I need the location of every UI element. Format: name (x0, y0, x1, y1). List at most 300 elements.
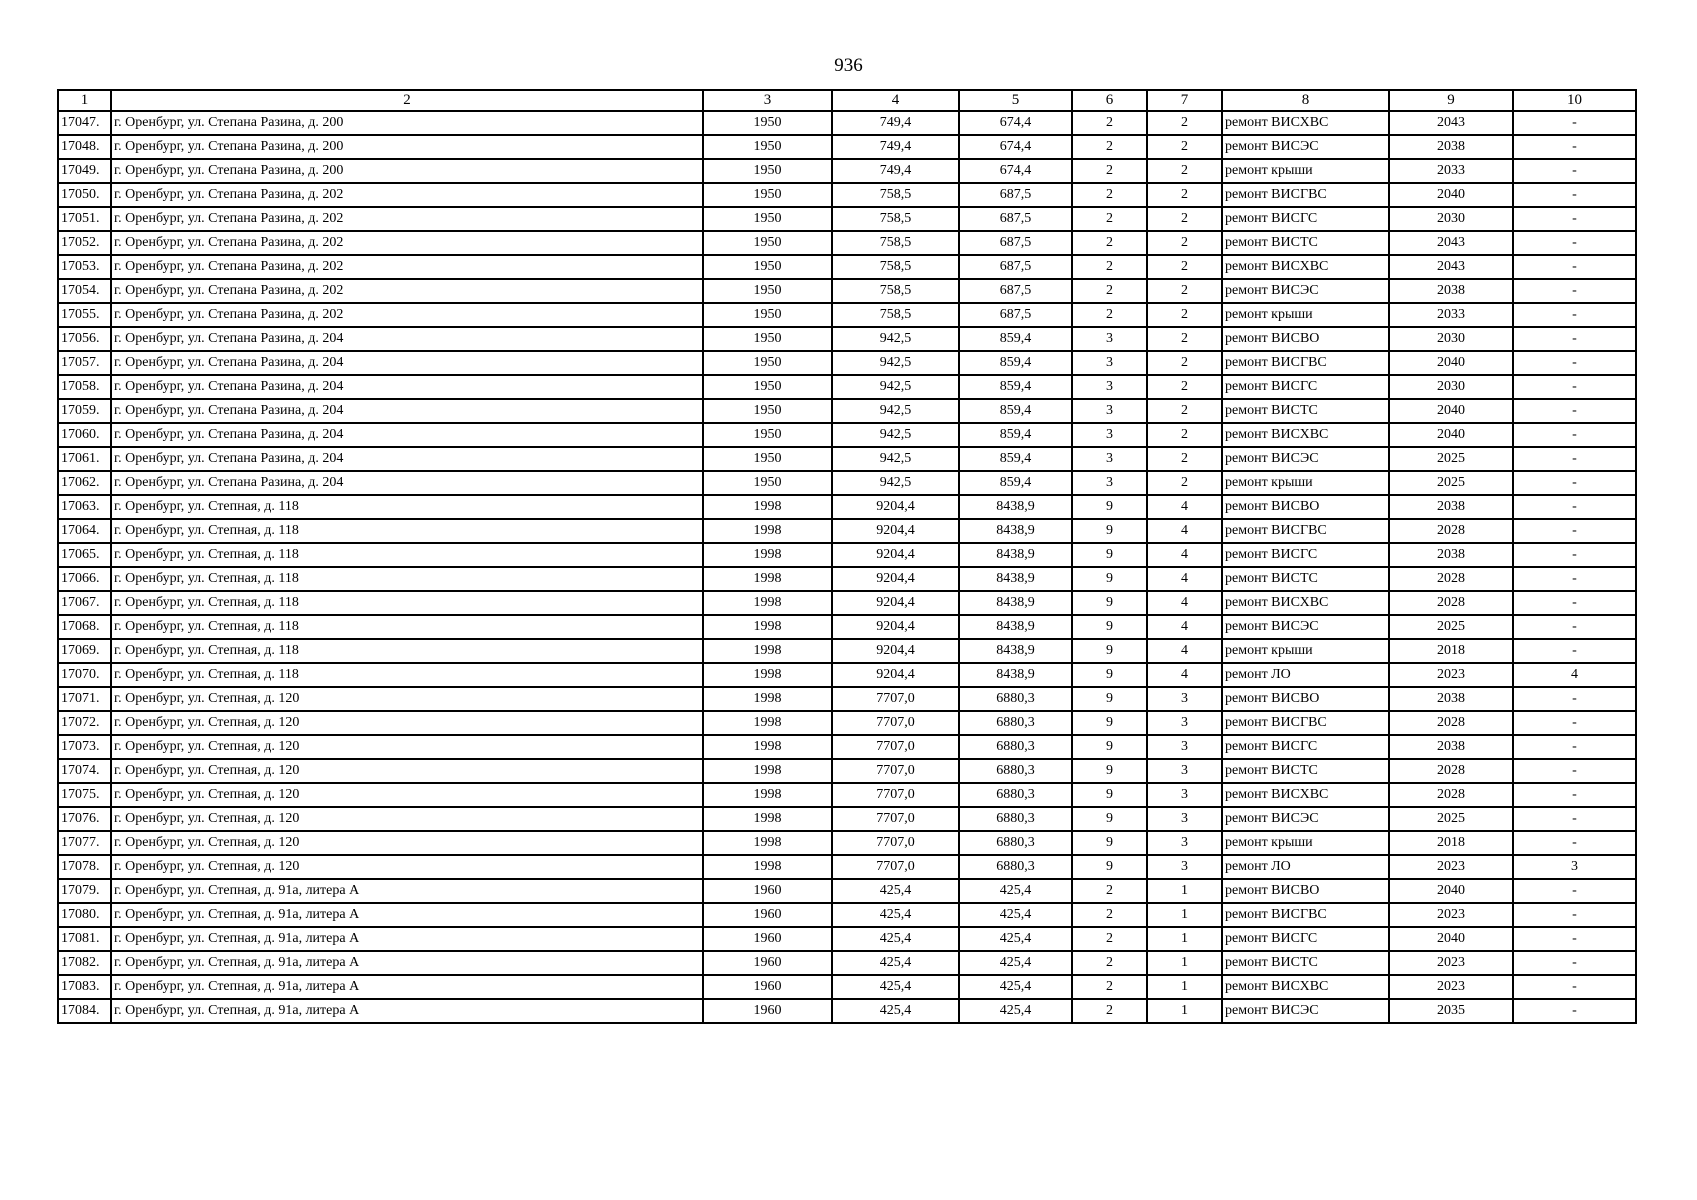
work-type-cell: ремонт ВИСВО (1222, 687, 1389, 711)
address-cell: г. Оренбург, ул. Степная, д. 91а, литера А (111, 879, 703, 903)
plan-year-cell: 2030 (1389, 207, 1513, 231)
lifts-cell: - (1513, 783, 1636, 807)
row-number-cell: 17080. (58, 903, 111, 927)
total-area-cell: 7707,0 (832, 687, 959, 711)
work-type-cell: ремонт ВИСХВС (1222, 255, 1389, 279)
row-number-cell: 17067. (58, 591, 111, 615)
entrances-cell: 2 (1147, 423, 1222, 447)
floors-cell: 3 (1072, 447, 1147, 471)
row-number-cell: 17076. (58, 807, 111, 831)
table-row (58, 159, 1636, 183)
plan-year-cell: 2043 (1389, 111, 1513, 135)
lifts-cell: - (1513, 951, 1636, 975)
living-area-cell: 687,5 (959, 279, 1072, 303)
plan-year-cell: 2028 (1389, 591, 1513, 615)
work-type-cell: ремонт ВИСГС (1222, 927, 1389, 951)
year-cell: 1998 (703, 495, 832, 519)
work-type-cell: ремонт ВИСХВС (1222, 111, 1389, 135)
total-area-cell: 425,4 (832, 903, 959, 927)
table-row (58, 231, 1636, 255)
plan-year-cell: 2033 (1389, 303, 1513, 327)
year-cell: 1950 (703, 471, 832, 495)
address-cell: г. Оренбург, ул. Степана Разина, д. 202 (111, 207, 703, 231)
row-number-cell: 17061. (58, 447, 111, 471)
table-row (58, 375, 1636, 399)
address-cell: г. Оренбург, ул. Степана Разина, д. 204 (111, 351, 703, 375)
plan-year-cell: 2023 (1389, 663, 1513, 687)
plan-year-cell: 2040 (1389, 927, 1513, 951)
living-area-cell: 6880,3 (959, 855, 1072, 879)
floors-cell: 9 (1072, 735, 1147, 759)
total-area-cell: 425,4 (832, 951, 959, 975)
entrances-cell: 2 (1147, 447, 1222, 471)
living-area-cell: 6880,3 (959, 831, 1072, 855)
floors-cell: 2 (1072, 111, 1147, 135)
col-year-header: 3 (703, 90, 832, 111)
floors-cell: 9 (1072, 759, 1147, 783)
address-cell: г. Оренбург, ул. Степана Разина, д. 202 (111, 303, 703, 327)
row-number-cell: 17074. (58, 759, 111, 783)
address-cell: г. Оренбург, ул. Степана Разина, д. 200 (111, 159, 703, 183)
lifts-cell: - (1513, 255, 1636, 279)
col-lifts-header: 10 (1513, 90, 1636, 111)
lifts-cell: 3 (1513, 855, 1636, 879)
address-cell: г. Оренбург, ул. Степная, д. 91а, литера А (111, 951, 703, 975)
floors-cell: 2 (1072, 159, 1147, 183)
floors-cell: 3 (1072, 351, 1147, 375)
lifts-cell: - (1513, 687, 1636, 711)
table-body (58, 111, 1636, 1023)
year-cell: 1998 (703, 543, 832, 567)
address-cell: г. Оренбург, ул. Степная, д. 120 (111, 687, 703, 711)
entrances-cell: 3 (1147, 711, 1222, 735)
address-cell: г. Оренбург, ул. Степная, д. 91а, литера А (111, 999, 703, 1023)
living-area-cell: 8438,9 (959, 639, 1072, 663)
address-cell: г. Оренбург, ул. Степная, д. 118 (111, 591, 703, 615)
total-area-cell: 758,5 (832, 183, 959, 207)
col-number-header: 1 (58, 90, 111, 111)
living-area-cell: 8438,9 (959, 495, 1072, 519)
lifts-cell: - (1513, 327, 1636, 351)
work-type-cell: ремонт ВИСЭС (1222, 999, 1389, 1023)
row-number-cell: 17052. (58, 231, 111, 255)
year-cell: 1960 (703, 975, 832, 999)
year-cell: 1960 (703, 999, 832, 1023)
total-area-cell: 9204,4 (832, 495, 959, 519)
floors-cell: 9 (1072, 639, 1147, 663)
year-cell: 1950 (703, 375, 832, 399)
floors-cell: 2 (1072, 183, 1147, 207)
total-area-cell: 758,5 (832, 255, 959, 279)
header-row (58, 90, 1636, 111)
row-number-cell: 17071. (58, 687, 111, 711)
work-type-cell: ремонт ВИСГС (1222, 543, 1389, 567)
year-cell: 1950 (703, 327, 832, 351)
year-cell: 1950 (703, 255, 832, 279)
table-row (58, 567, 1636, 591)
work-type-cell: ремонт ВИСЭС (1222, 135, 1389, 159)
year-cell: 1998 (703, 831, 832, 855)
work-type-cell: ремонт крыши (1222, 639, 1389, 663)
table-row (58, 111, 1636, 135)
table-row (58, 399, 1636, 423)
address-cell: г. Оренбург, ул. Степная, д. 120 (111, 855, 703, 879)
living-area-cell: 6880,3 (959, 687, 1072, 711)
total-area-cell: 942,5 (832, 399, 959, 423)
table-row (58, 879, 1636, 903)
row-number-cell: 17070. (58, 663, 111, 687)
lifts-cell: - (1513, 543, 1636, 567)
address-cell: г. Оренбург, ул. Степная, д. 120 (111, 831, 703, 855)
floors-cell: 9 (1072, 663, 1147, 687)
plan-year-cell: 2033 (1389, 159, 1513, 183)
table-row (58, 807, 1636, 831)
living-area-cell: 687,5 (959, 255, 1072, 279)
table-row (58, 591, 1636, 615)
living-area-cell: 859,4 (959, 423, 1072, 447)
living-area-cell: 687,5 (959, 207, 1072, 231)
total-area-cell: 942,5 (832, 375, 959, 399)
row-number-cell: 17083. (58, 975, 111, 999)
year-cell: 1998 (703, 783, 832, 807)
living-area-cell: 674,4 (959, 135, 1072, 159)
address-cell: г. Оренбург, ул. Степная, д. 91а, литера А (111, 927, 703, 951)
plan-year-cell: 2043 (1389, 231, 1513, 255)
entrances-cell: 4 (1147, 591, 1222, 615)
year-cell: 1998 (703, 567, 832, 591)
col-plan-year-header: 9 (1389, 90, 1513, 111)
table-row (58, 951, 1636, 975)
entrances-cell: 3 (1147, 855, 1222, 879)
plan-year-cell: 2028 (1389, 567, 1513, 591)
entrances-cell: 4 (1147, 567, 1222, 591)
lifts-cell: - (1513, 111, 1636, 135)
entrances-cell: 4 (1147, 615, 1222, 639)
floors-cell: 2 (1072, 999, 1147, 1023)
row-number-cell: 17065. (58, 543, 111, 567)
year-cell: 1950 (703, 159, 832, 183)
address-cell: г. Оренбург, ул. Степная, д. 118 (111, 639, 703, 663)
floors-cell: 2 (1072, 951, 1147, 975)
plan-year-cell: 2018 (1389, 639, 1513, 663)
table-header (58, 90, 1636, 111)
row-number-cell: 17051. (58, 207, 111, 231)
row-number-cell: 17081. (58, 927, 111, 951)
living-area-cell: 6880,3 (959, 735, 1072, 759)
living-area-cell: 859,4 (959, 399, 1072, 423)
lifts-cell: - (1513, 879, 1636, 903)
address-cell: г. Оренбург, ул. Степана Разина, д. 204 (111, 471, 703, 495)
lifts-cell: - (1513, 447, 1636, 471)
row-number-cell: 17075. (58, 783, 111, 807)
year-cell: 1998 (703, 687, 832, 711)
work-type-cell: ремонт ВИСГВС (1222, 519, 1389, 543)
row-number-cell: 17072. (58, 711, 111, 735)
living-area-cell: 674,4 (959, 159, 1072, 183)
year-cell: 1950 (703, 399, 832, 423)
total-area-cell: 425,4 (832, 975, 959, 999)
floors-cell: 2 (1072, 975, 1147, 999)
plan-year-cell: 2028 (1389, 759, 1513, 783)
floors-cell: 2 (1072, 903, 1147, 927)
table-row (58, 327, 1636, 351)
col-entrances-header: 7 (1147, 90, 1222, 111)
living-area-cell: 8438,9 (959, 663, 1072, 687)
total-area-cell: 749,4 (832, 135, 959, 159)
living-area-cell: 425,4 (959, 879, 1072, 903)
floors-cell: 9 (1072, 567, 1147, 591)
total-area-cell: 7707,0 (832, 807, 959, 831)
living-area-cell: 8438,9 (959, 519, 1072, 543)
living-area-cell: 6880,3 (959, 711, 1072, 735)
table-row (58, 495, 1636, 519)
work-type-cell: ремонт ВИСХВС (1222, 975, 1389, 999)
total-area-cell: 7707,0 (832, 855, 959, 879)
plan-year-cell: 2038 (1389, 279, 1513, 303)
year-cell: 1998 (703, 711, 832, 735)
floors-cell: 2 (1072, 879, 1147, 903)
plan-year-cell: 2030 (1389, 327, 1513, 351)
entrances-cell: 4 (1147, 495, 1222, 519)
living-area-cell: 6880,3 (959, 807, 1072, 831)
lifts-cell: - (1513, 735, 1636, 759)
year-cell: 1950 (703, 351, 832, 375)
row-number-cell: 17063. (58, 495, 111, 519)
entrances-cell: 2 (1147, 183, 1222, 207)
entrances-cell: 2 (1147, 399, 1222, 423)
plan-year-cell: 2040 (1389, 423, 1513, 447)
work-type-cell: ремонт крыши (1222, 831, 1389, 855)
plan-year-cell: 2025 (1389, 447, 1513, 471)
work-type-cell: ремонт ВИСГС (1222, 735, 1389, 759)
lifts-cell: - (1513, 183, 1636, 207)
entrances-cell: 1 (1147, 951, 1222, 975)
lifts-cell: - (1513, 231, 1636, 255)
col-address-header: 2 (111, 90, 703, 111)
address-cell: г. Оренбург, ул. Степная, д. 91а, литера А (111, 975, 703, 999)
row-number-cell: 17050. (58, 183, 111, 207)
entrances-cell: 2 (1147, 327, 1222, 351)
row-number-cell: 17047. (58, 111, 111, 135)
work-type-cell: ремонт ВИСТС (1222, 399, 1389, 423)
total-area-cell: 7707,0 (832, 711, 959, 735)
living-area-cell: 859,4 (959, 471, 1072, 495)
plan-year-cell: 2040 (1389, 399, 1513, 423)
table-row (58, 543, 1636, 567)
work-type-cell: ремонт ВИСГС (1222, 207, 1389, 231)
living-area-cell: 6880,3 (959, 783, 1072, 807)
address-cell: г. Оренбург, ул. Степана Разина, д. 204 (111, 375, 703, 399)
total-area-cell: 425,4 (832, 927, 959, 951)
lifts-cell: - (1513, 351, 1636, 375)
lifts-cell: - (1513, 303, 1636, 327)
entrances-cell: 3 (1147, 735, 1222, 759)
year-cell: 1998 (703, 807, 832, 831)
table-row (58, 927, 1636, 951)
total-area-cell: 942,5 (832, 471, 959, 495)
page-number: 936 (834, 55, 863, 76)
work-type-cell: ремонт ВИСВО (1222, 495, 1389, 519)
lifts-cell: - (1513, 375, 1636, 399)
col-floors-header: 6 (1072, 90, 1147, 111)
entrances-cell: 1 (1147, 903, 1222, 927)
total-area-cell: 758,5 (832, 279, 959, 303)
work-type-cell: ремонт ВИСТС (1222, 567, 1389, 591)
table-row (58, 471, 1636, 495)
floors-cell: 2 (1072, 255, 1147, 279)
table-row (58, 759, 1636, 783)
year-cell: 1960 (703, 927, 832, 951)
year-cell: 1998 (703, 519, 832, 543)
address-cell: г. Оренбург, ул. Степная, д. 118 (111, 615, 703, 639)
address-cell: г. Оренбург, ул. Степана Разина, д. 202 (111, 183, 703, 207)
living-area-cell: 687,5 (959, 183, 1072, 207)
plan-year-cell: 2038 (1389, 495, 1513, 519)
lifts-cell: - (1513, 495, 1636, 519)
row-number-cell: 17055. (58, 303, 111, 327)
total-area-cell: 425,4 (832, 999, 959, 1023)
lifts-cell: - (1513, 471, 1636, 495)
table-row (58, 255, 1636, 279)
year-cell: 1950 (703, 423, 832, 447)
row-number-cell: 17058. (58, 375, 111, 399)
plan-year-cell: 2025 (1389, 471, 1513, 495)
year-cell: 1950 (703, 231, 832, 255)
address-cell: г. Оренбург, ул. Степная, д. 118 (111, 543, 703, 567)
plan-year-cell: 2030 (1389, 375, 1513, 399)
address-cell: г. Оренбург, ул. Степана Разина, д. 202 (111, 255, 703, 279)
total-area-cell: 942,5 (832, 423, 959, 447)
entrances-cell: 1 (1147, 879, 1222, 903)
row-number-cell: 17077. (58, 831, 111, 855)
floors-cell: 2 (1072, 231, 1147, 255)
lifts-cell: - (1513, 159, 1636, 183)
year-cell: 1998 (703, 663, 832, 687)
row-number-cell: 17078. (58, 855, 111, 879)
plan-year-cell: 2040 (1389, 351, 1513, 375)
lifts-cell: - (1513, 279, 1636, 303)
living-area-cell: 859,4 (959, 375, 1072, 399)
row-number-cell: 17053. (58, 255, 111, 279)
row-number-cell: 17060. (58, 423, 111, 447)
living-area-cell: 8438,9 (959, 543, 1072, 567)
work-type-cell: ремонт ВИСГВС (1222, 711, 1389, 735)
row-number-cell: 17049. (58, 159, 111, 183)
registry-table (57, 89, 1637, 1024)
year-cell: 1950 (703, 183, 832, 207)
living-area-cell: 859,4 (959, 351, 1072, 375)
lifts-cell: - (1513, 591, 1636, 615)
work-type-cell: ремонт ВИСХВС (1222, 591, 1389, 615)
entrances-cell: 1 (1147, 927, 1222, 951)
address-cell: г. Оренбург, ул. Степана Разина, д. 204 (111, 447, 703, 471)
work-type-cell: ремонт ЛО (1222, 855, 1389, 879)
entrances-cell: 1 (1147, 999, 1222, 1023)
row-number-cell: 17066. (58, 567, 111, 591)
lifts-cell: - (1513, 519, 1636, 543)
entrances-cell: 2 (1147, 111, 1222, 135)
floors-cell: 9 (1072, 615, 1147, 639)
total-area-cell: 749,4 (832, 111, 959, 135)
plan-year-cell: 2040 (1389, 879, 1513, 903)
year-cell: 1998 (703, 759, 832, 783)
table-row (58, 279, 1636, 303)
address-cell: г. Оренбург, ул. Степана Разина, д. 202 (111, 231, 703, 255)
total-area-cell: 7707,0 (832, 735, 959, 759)
table-row (58, 447, 1636, 471)
lifts-cell: - (1513, 399, 1636, 423)
entrances-cell: 3 (1147, 831, 1222, 855)
floors-cell: 3 (1072, 375, 1147, 399)
plan-year-cell: 2040 (1389, 183, 1513, 207)
floors-cell: 2 (1072, 135, 1147, 159)
work-type-cell: ремонт ВИСГС (1222, 375, 1389, 399)
row-number-cell: 17054. (58, 279, 111, 303)
table-row (58, 903, 1636, 927)
entrances-cell: 2 (1147, 159, 1222, 183)
entrances-cell: 4 (1147, 543, 1222, 567)
lifts-cell: - (1513, 135, 1636, 159)
table-row (58, 663, 1636, 687)
row-number-cell: 17068. (58, 615, 111, 639)
entrances-cell: 3 (1147, 807, 1222, 831)
address-cell: г. Оренбург, ул. Степана Разина, д. 204 (111, 327, 703, 351)
floors-cell: 9 (1072, 687, 1147, 711)
work-type-cell: ремонт ВИСГВС (1222, 351, 1389, 375)
total-area-cell: 425,4 (832, 879, 959, 903)
floors-cell: 2 (1072, 207, 1147, 231)
year-cell: 1950 (703, 279, 832, 303)
entrances-cell: 2 (1147, 279, 1222, 303)
work-type-cell: ремонт крыши (1222, 303, 1389, 327)
table-row (58, 687, 1636, 711)
address-cell: г. Оренбург, ул. Степная, д. 91а, литера А (111, 903, 703, 927)
floors-cell: 9 (1072, 831, 1147, 855)
plan-year-cell: 2038 (1389, 543, 1513, 567)
plan-year-cell: 2035 (1389, 999, 1513, 1023)
lifts-cell: - (1513, 807, 1636, 831)
total-area-cell: 7707,0 (832, 831, 959, 855)
plan-year-cell: 2025 (1389, 615, 1513, 639)
address-cell: г. Оренбург, ул. Степная, д. 118 (111, 567, 703, 591)
floors-cell: 2 (1072, 279, 1147, 303)
table-row (58, 783, 1636, 807)
lifts-cell: 4 (1513, 663, 1636, 687)
year-cell: 1950 (703, 447, 832, 471)
work-type-cell: ремонт ЛО (1222, 663, 1389, 687)
address-cell: г. Оренбург, ул. Степная, д. 118 (111, 519, 703, 543)
floors-cell: 9 (1072, 711, 1147, 735)
year-cell: 1960 (703, 951, 832, 975)
floors-cell: 9 (1072, 543, 1147, 567)
table-row (58, 639, 1636, 663)
row-number-cell: 17079. (58, 879, 111, 903)
plan-year-cell: 2023 (1389, 855, 1513, 879)
plan-year-cell: 2038 (1389, 687, 1513, 711)
work-type-cell: ремонт ВИСХВС (1222, 423, 1389, 447)
lifts-cell: - (1513, 927, 1636, 951)
work-type-cell: ремонт ВИСВО (1222, 879, 1389, 903)
work-type-cell: ремонт ВИСТС (1222, 951, 1389, 975)
work-type-cell: ремонт крыши (1222, 159, 1389, 183)
total-area-cell: 9204,4 (832, 567, 959, 591)
living-area-cell: 859,4 (959, 327, 1072, 351)
row-number-cell: 17064. (58, 519, 111, 543)
col-total-area-header: 4 (832, 90, 959, 111)
row-number-cell: 17062. (58, 471, 111, 495)
year-cell: 1998 (703, 855, 832, 879)
living-area-cell: 859,4 (959, 447, 1072, 471)
